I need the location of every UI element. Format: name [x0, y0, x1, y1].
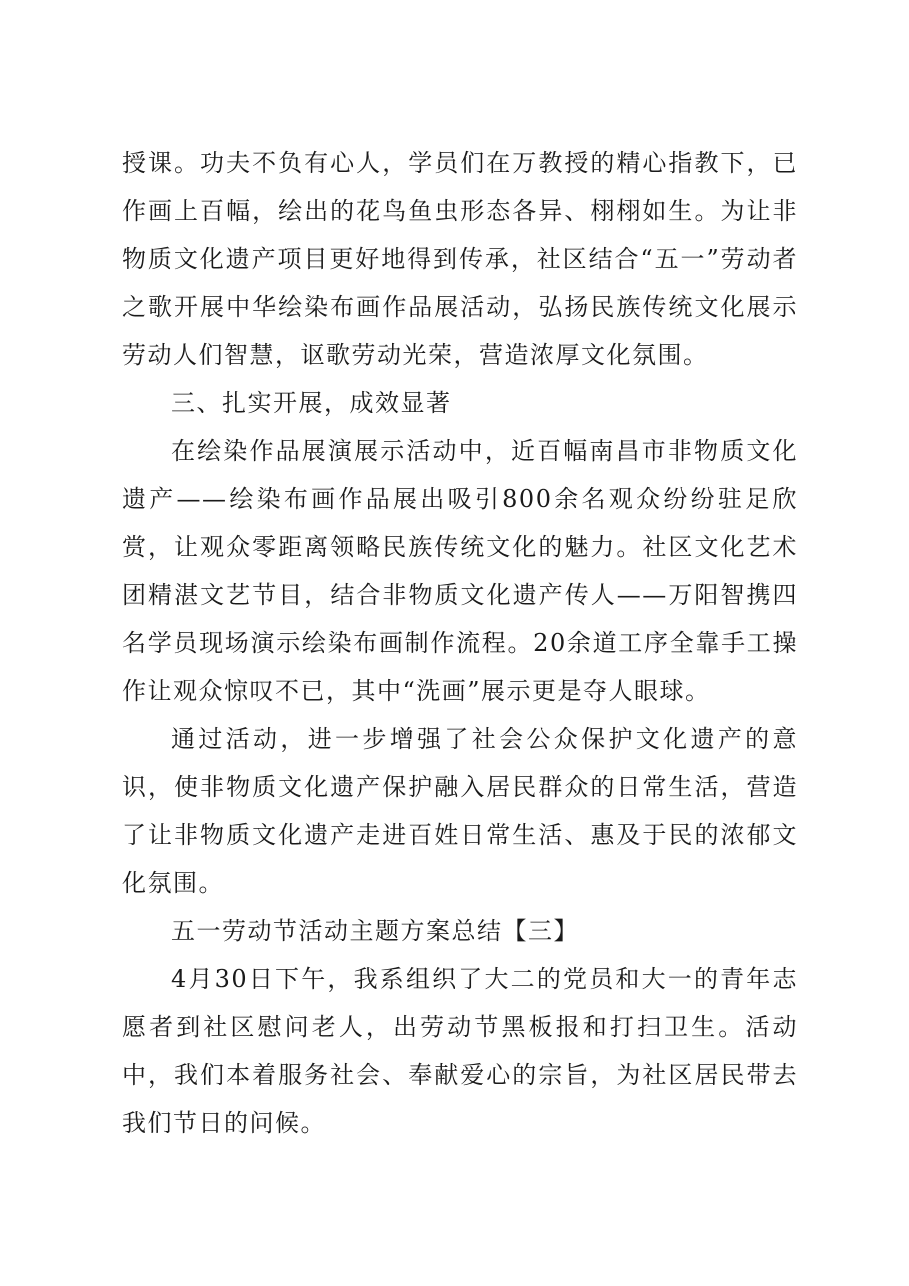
paragraph-volunteer: 4月30日下午，我系组织了大二的党员和大一的青年志愿者到社区慰问老人，出劳动节黑板报和打扫卫生。活动中，我们本着服务社会、奉献爱心的宗旨，为社区居民带去我们节日的问候。: [122, 965, 798, 1137]
document-body: [122, 139, 798, 1147]
paragraph-continuation: 授课。功夫不负有心人，学员们在万教授的精心指教下，已作画上百幅，绘出的花鸟鱼虫形态各异、栩栩如生。为让非物质文化遗产项目更好地得到传承，社区结合“五一”劳动者之歌开展中华绘染布画作品展活动，弘扬民族传统文化展示劳动人们智慧，讴歌劳动光荣，营造浓厚文化氛围。: [122, 149, 798, 369]
paragraph-outcome: 通过活动，进一步增强了社会公众保护文化遗产的意识，使非物质文化遗产保护融入居民群众的日常生活，营造了让非物质文化遗产走进百姓日常生活、惠及于民的浓郁文化氛围。: [122, 725, 798, 897]
paragraph-exhibition: 在绘染作品展演展示活动中，近百幅南昌市非物质文化遗产——绘染布画作品展出吸引800余名观众纷纷驻足欣赏，让观众零距离领略民族传统文化的魅力。社区文化艺术团精湛文艺节目，结合非物质文化遗产传人——万阳智携四名学员现场演示绘染布画制作流程。20余道工序全靠手工操作让观众惊叹不已，其中“洗画”展示更是夺人眼球。: [122, 437, 798, 705]
section-heading-3: 三、扎实开展，成效显著: [171, 389, 452, 417]
summary-heading-3: 五一劳动节活动主题方案总结【三】: [171, 917, 579, 945]
